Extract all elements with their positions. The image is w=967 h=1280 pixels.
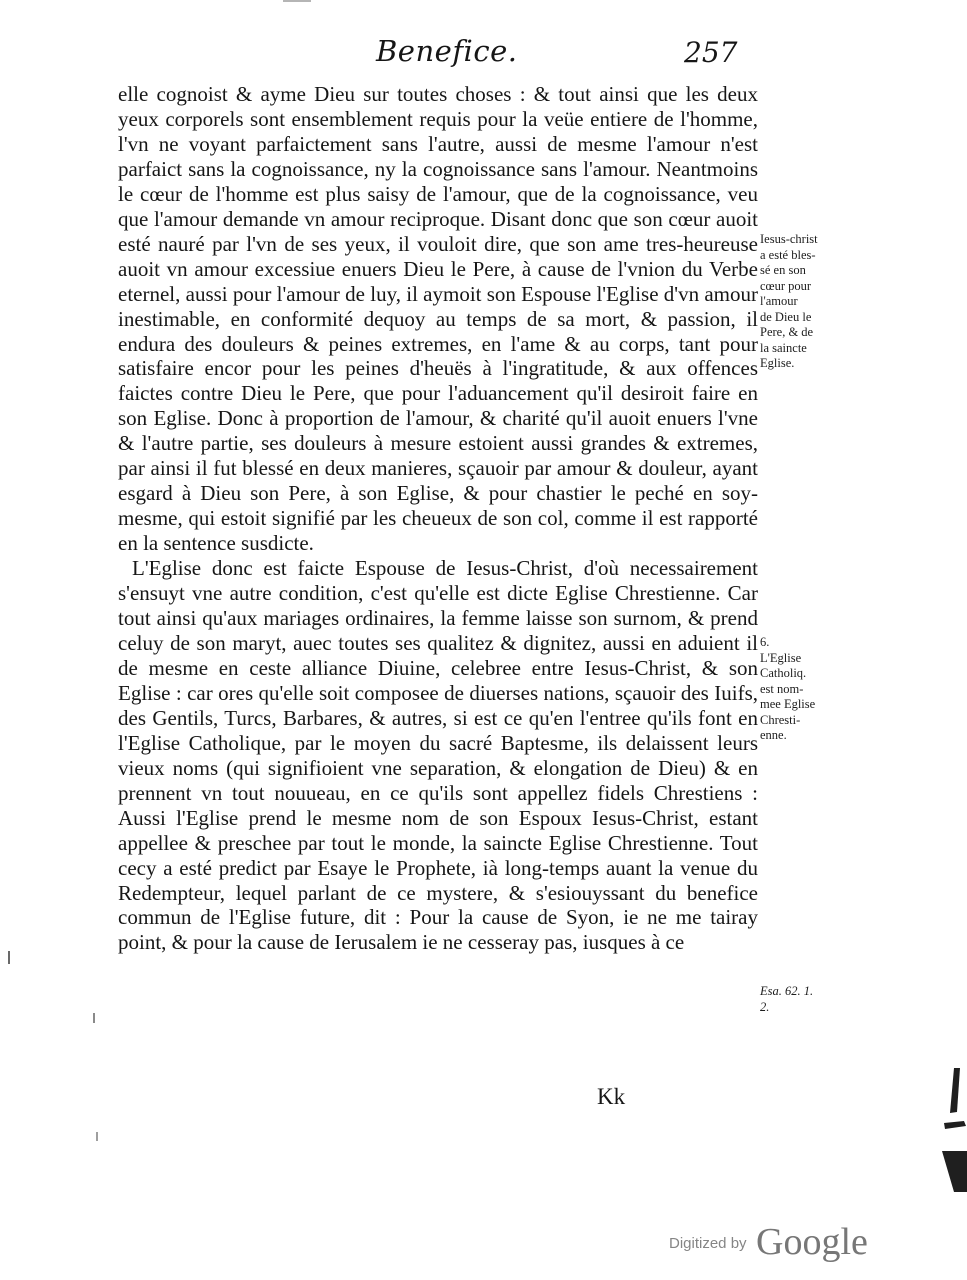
left-margin-scan-mark [93, 1013, 95, 1023]
google-logo-text: Google [756, 1221, 868, 1263]
main-text-column [118, 82, 758, 955]
margin-note-scripture-reference: Esa. 62. 1. 2. [760, 984, 814, 1014]
left-margin-scan-mark [8, 951, 10, 964]
body-paragraph-1: elle cognoist & ayme Dieu sur toutes choses : & tout ainsi que les deux yeux corporels sont ensemblement requis pour la veüe entiere de l'homme, l'vn ne voyant parfaictement sans l'autre, aussi de mesme l'amour n'est parfaict sans la cognoissance, ny la cognoissance sans l'amour. Neantmoins le cœur de l'homme est plus saisy de l'amour, que de la cognoissance, veu que l'amour demande vn amour reciproque. Disant donc que son cœur auoit esté nauré par l'vn de ses yeux, il vouloit dire, que son ame tres-heureuse auoit vn amour excessiue enuers Dieu le Pere, à cause de l'vnion du Verbe eternel, aussi pour l'amour de luy, il aymoit son Espouse l'Eglise d'vn amour inestimable, en conformité dequoy au temps de sa mort, & passion, il endura des douleurs & peines extremes, en l'ame & au corps, tant pour satisfaire encor pour les peines d'heuës à l'ingratitude, & aux offences faictes contre Dieu le Pere, que pour l'aduancement qu'il desiroit faire en son Eglise. Donc à proportion de l'amour, & charité qu'il auoit enuers l'vne & l'autre partie, ses douleurs à mesure estoient aussi grandes & extremes, par ainsi il fut blessé en deux manieres, sçauoir par amour & douleur, ayant esgard à Dieu son Pere, à son Eglise, & pour chastier le peché en soy-mesme, qui estoit signifié par les cheueux de son col, comme il est rapporté en la sentence susdicte. [118, 82, 758, 556]
edge-artifact-upper [950, 1068, 960, 1113]
margin-note-jesus-christ-wounded: Iesus-christ a esté bles- sé en son cœur pour l'amour de Dieu le Pere, & de la saincte Eglise. [760, 232, 818, 370]
printer-signature: Kk [597, 1084, 626, 1109]
page-number: 257 [684, 36, 738, 69]
edge-artifact-lower [942, 1151, 967, 1192]
digitized-by-google-watermark [669, 1221, 874, 1266]
digitized-label: Digitized by [669, 1235, 747, 1252]
running-title: Benefice. [376, 34, 518, 68]
edge-artifact-middle [944, 1121, 966, 1129]
body-paragraph-2: L'Eglise donc est faicte Espouse de Iesus-Christ, d'où necessairement s'ensuyt vne autre condition, c'est qu'elle est dicte Eglise Chrestienne. Car tout ainsi qu'aux mariages ordinaires, la femme laisse son surnom, & prend celuy de son maryt, auec toutes ses qualitez & dignitez, aussi en aduient il de mesme en ceste alliance Diuine, celebree entre Iesus-Christ, & son Eglise : car ores qu'elle soit composee de diuerses nations, sçauoir des Iuifs, des Gentils, Turcs, Barbares, & autres, si est ce qu'en l'entree qu'ils font en l'Eglise Catholique, par le moyen du sacré Baptesme, ils delaissent leurs vieux noms (qui signifioient vne separation, & elongation de Dieu) & en prennent vn tout nouueau, en ce qu'ils sont appellez fidels Chrestiens : Aussi l'Eglise prend le mesme nom de son Espoux Iesus-Christ, estant appellee & preschee par tout le monde, la saincte Eglise Chrestienne. Tout cecy a esté predict par Esaye le Prophete, ià long-temps auant la venue du Redempteur, lequel parlant de ce mystere, & s'esiouyssant du benefice commun de l'Eglise future, dit : Pour la cause de Syon, ie ne me tairay point, & pour la cause de Ierusalem ie ne cesseray pas, iusques à ce [118, 556, 758, 955]
margin-note-catholic-church: 6. L'Eglise Catholiq. est nom- mee Eglise Chresti- enne. [760, 635, 816, 742]
left-margin-scan-mark [96, 1132, 98, 1141]
scan-shadow-mark [283, 0, 311, 2]
right-edge-scan-artifact [932, 1068, 967, 1192]
